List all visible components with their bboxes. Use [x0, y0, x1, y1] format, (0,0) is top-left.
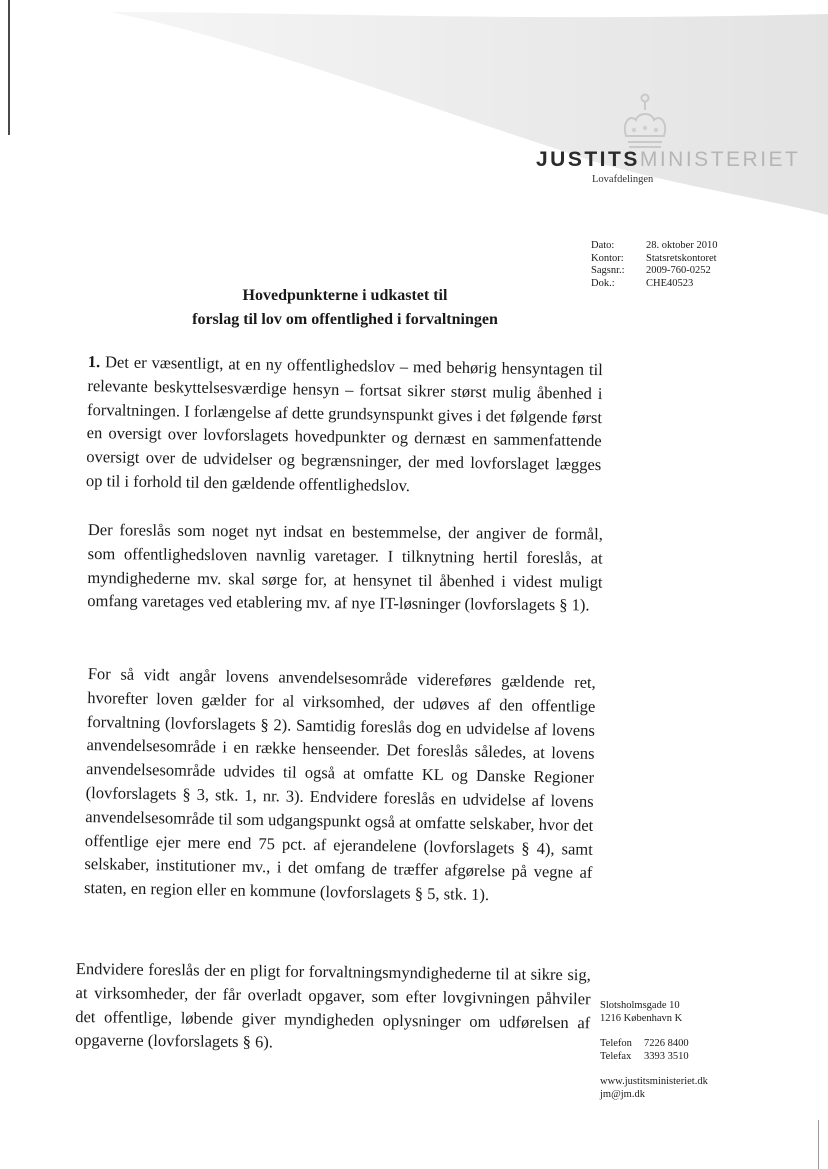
meta-label: Dok.:	[591, 277, 615, 289]
paragraph-text: Det er væsentligt, at en ny offentlighedslov – med behørig hensyntagen til relevante beskyttelsesværdige hensyn – fortsat sikrer størst mulig åbenhed i forvaltningen. I forlængelse af dette grundsynspunkt gives i det følgende først en oversigt over lovforslagets hovedpunkter og dernæst en sammenfattende oversigt over de udvidelser og begrænsninger, der med lovforslaget lægges op til i forhold til den gældende offentlighedslov.	[85, 352, 603, 496]
meta-office	[591, 253, 717, 266]
website-link[interactable]: www.justitsministeriet.dk	[600, 1076, 708, 1087]
meta-value: 2009-760-0252	[646, 265, 711, 276]
crown-icon	[616, 92, 674, 152]
paragraph-1	[86, 350, 603, 501]
footer-contact	[600, 1038, 689, 1063]
fax-label: Telefax	[600, 1050, 632, 1062]
scan-edge-line	[8, 0, 10, 135]
phone-label: Telefon	[600, 1038, 632, 1049]
footer-address	[600, 1000, 682, 1025]
title-line: Hovedpunkterne i udkastet til	[242, 287, 448, 304]
meta-label: Kontor:	[591, 252, 624, 264]
document-meta	[591, 240, 717, 290]
meta-value: 28. oktober 2010	[646, 240, 718, 251]
fax-row	[600, 1051, 689, 1064]
scan-edge-line	[818, 1120, 819, 1169]
meta-label: Sagsnr.:	[591, 265, 625, 276]
title-line: forslag til lov om offentlighed i forvaltningen	[192, 311, 498, 328]
paragraph-2: Der foreslås som noget nyt indsat en bestemmelse, der angiver de formål, som offentlighedsloven navnlig varetager. I tilknytning hertil foreslås, at myndighederne mv. skal sørge for, at hensynet til åbenhed i videst muligt omfang varetages ved etablering mv. af nye IT-løsninger (lovforslagets § 1).	[87, 519, 603, 615]
meta-value: CHE40523	[646, 277, 694, 289]
logo-text-light: MINISTERIET	[639, 148, 801, 171]
meta-label: Dato:	[591, 240, 615, 251]
meta-value: Statsretskontoret	[646, 252, 717, 264]
phone-number: 7226 8400	[644, 1038, 689, 1049]
header-swoosh-graphic	[0, 0, 828, 240]
fax-number: 3393 3510	[644, 1050, 689, 1062]
phone-row	[600, 1038, 689, 1051]
ministry-logo	[536, 148, 800, 172]
document-title	[150, 284, 540, 332]
footer-web	[600, 1076, 708, 1101]
address-city: 1216 København K	[600, 1012, 683, 1024]
email-link[interactable]: jm@jm.dk	[600, 1088, 645, 1100]
address-street: Slotsholmsgade 10	[600, 1000, 680, 1011]
paragraph-4: Endvidere foreslås der en pligt for forvaltningsmyndighederne til at sikre sig, at virksomheder, der får overladt opgaver, som efter lovgivningen påhviler det offentlige, løbende giver myndigheden oplysninger om udførelsen af opgaverne (lovforslagets § 6).	[74, 958, 591, 1052]
logo-text-bold: JUSTITS	[536, 148, 640, 171]
meta-document-id	[591, 278, 717, 291]
meta-case-number	[591, 265, 717, 278]
paragraph-3: For så vidt angår lovens anvendelsesområde videreføres gældende ret, hvorefter loven gælder for al virksomhed, der udøves af den offentlige forvaltning (lovforslagets § 2). Samtidig foreslås dog en udvidelse af lovens anvendelsesområde i en række henseender. Det foreslås således, at lovens anvendelsesområde udvides til også at omfatte KL og Danske Regioner (lovforslagets § 3, stk. 1, nr. 3). Endvidere foreslås en udvidelse af lovens anvendelsesområde til som udgangspunkt også at omfatte selskaber, hvor det offentlige ejer mere end 75 pct. af ejerandelene (lovforslagets § 4), samt selskaber, institutioner mv., i det omfang de træffer afgørelse på vegne af staten, en region eller en kommune (lovforslagets § 5, stk. 1).	[83, 663, 596, 905]
paragraph-number: 1.	[87, 351, 101, 372]
meta-date	[591, 240, 717, 253]
department-name: Lovafdelingen	[592, 174, 654, 185]
